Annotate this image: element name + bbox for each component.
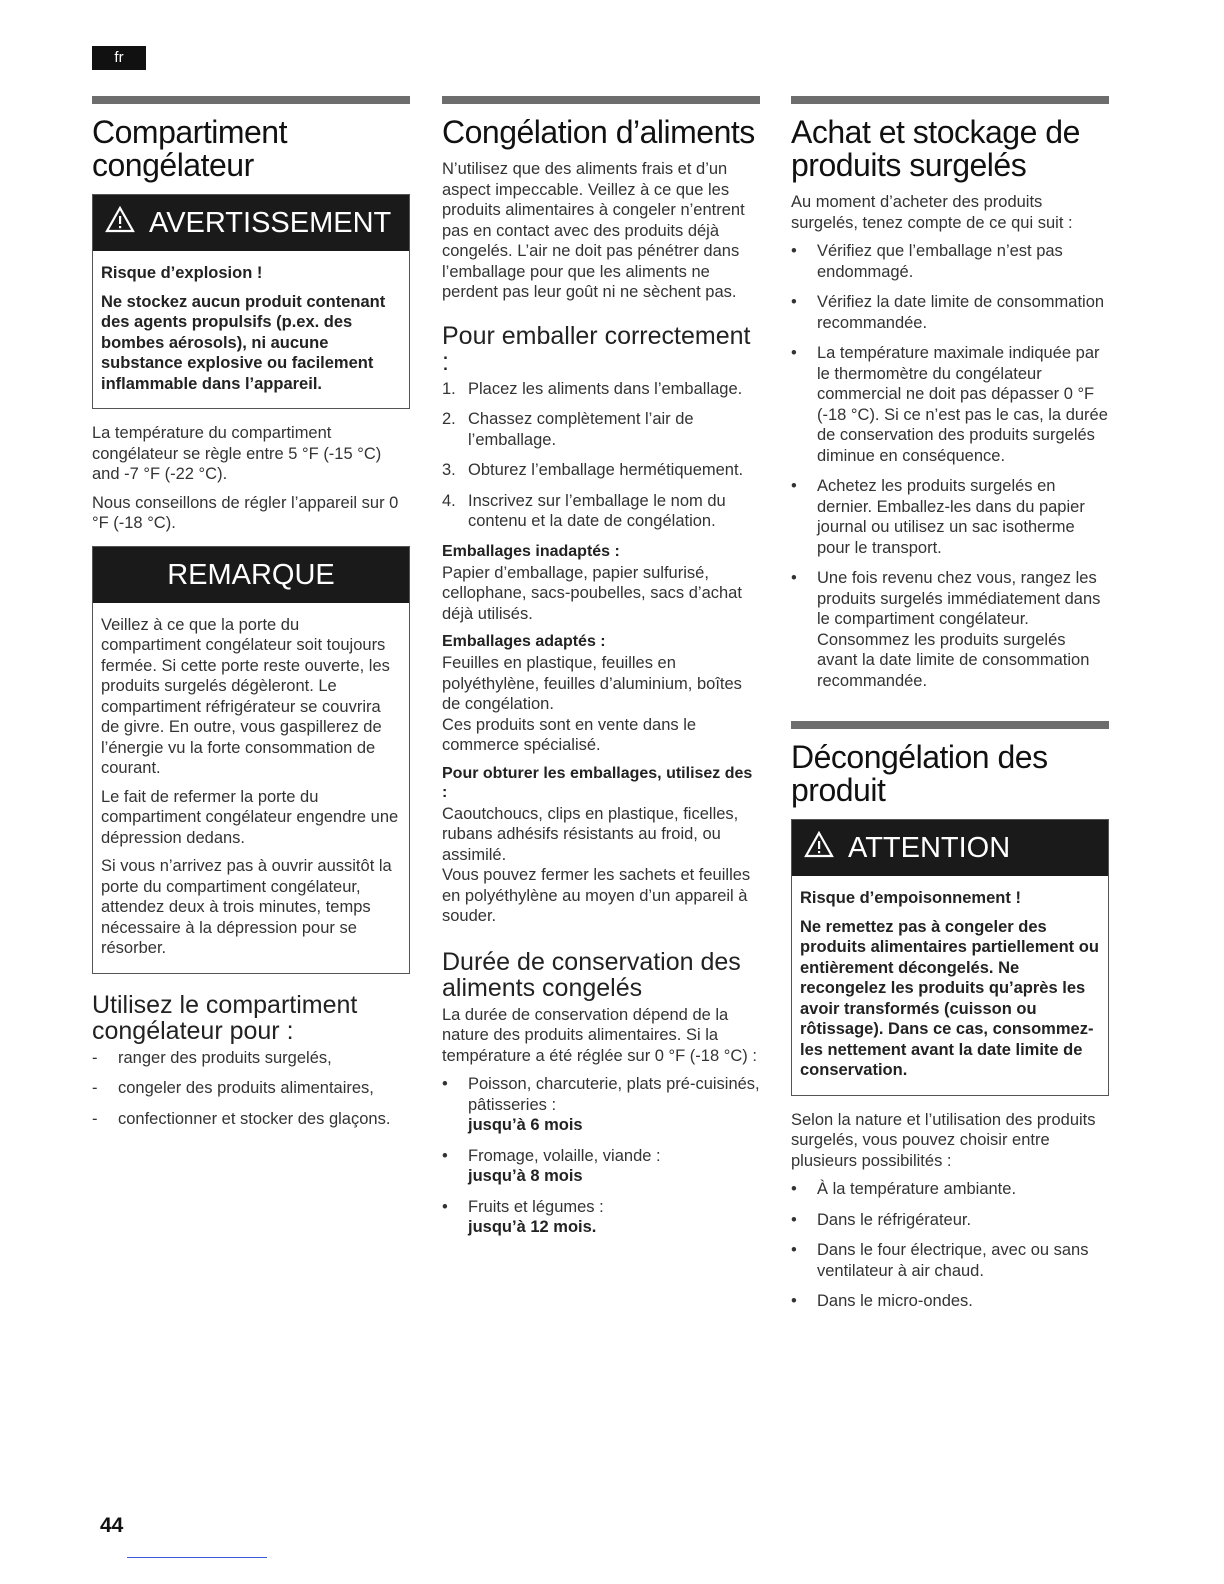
column-freezing-food (442, 96, 760, 1248)
list-item: • Dans le micro-ondes. (791, 1292, 973, 1310)
suitable-text-2: Ces produits sont en vente dans le commerce spécialisé. (442, 715, 697, 754)
list-item: • Vérifiez que l’emballage n’est pas endommagé. (791, 242, 1063, 281)
list-item: 3. Obturez l’emballage hermétiquement. (442, 461, 744, 479)
thaw-title: Décongélation des produit (791, 739, 1048, 808)
use-title: Utilisez le compartiment congélateur pour : (92, 990, 358, 1045)
duration-title: Durée de conservation des aliments congelés (442, 947, 741, 1002)
unsuitable-label: Emballages inadaptés : (442, 542, 620, 560)
duration-intro: La durée de conservation dépend de la nature des produits alimentaires. Si la température a été réglée sur 0 °F (-18 °C) : (442, 1005, 757, 1065)
list-item: • La température maximale indiquée par le thermomètre du congélateur commercial ne doit pas dépasser 0 °F (-18 °C). Si ce n’est pas le cas, la durée de conservation des produits surgelés diminue en conséquence. (791, 344, 1108, 465)
note-paragraph: Si vous n’arrivez pas à ouvrir aussitôt la porte du compartiment congélateur, attendez deux à trois minutes, temps nécessaire à la dépression pour se résorber. (101, 857, 392, 957)
list-item: • À la température ambiante. (791, 1180, 1017, 1198)
warning-heading: AVERTISSEMENT (149, 207, 392, 239)
section-rule (791, 721, 1109, 729)
attention-risk: Risque d’empoisonnement ! (800, 889, 1021, 907)
list-item: • Fruits et légumes : jusqu’à 12 mois. (442, 1197, 604, 1236)
list-item: • Achetez les produits surgelés en dernier. Emballez-les dans du papier journal ou utilisez un sac isotherme pour le transport. (791, 477, 1085, 557)
list-item: - confectionner et stocker des glaçons. (92, 1109, 391, 1128)
language-tab: fr (92, 46, 146, 70)
note-paragraph: Le fait de refermer la porte du compartiment congélateur engendre une dépression dedans. (101, 787, 399, 847)
page-number: 44 (100, 1514, 124, 1537)
thaw-intro: Selon la nature et l’utilisation des produits surgelés, vous pouvez choisir entre plusieurs possibilités : (791, 1110, 1096, 1170)
temperature-range-text: La température du compartiment congélateur se règle entre 5 °F (-15 °C) and -7 °F (-22 °C). (92, 424, 382, 483)
warning-triangle-icon (105, 196, 135, 252)
list-item: 1. Placez les aliments dans l’emballage. (442, 379, 743, 398)
temperature-advice-text: Nous conseillons de régler l’appareil sur 0 °F (-18 °C). (92, 493, 399, 532)
list-item: - ranger des produits surgelés, (92, 1048, 332, 1067)
note-paragraph: Veillez à ce que la porte du compartiment congélateur soit toujours fermée. Si cette porte reste ouverte, les produits surgelés dégèleront. Le compartiment réfrigérateur se couvrira de givre. En outre, vous gaspillerez de l’énergie vu la forte consommation de courant. (101, 615, 390, 777)
column-buying-storing (791, 96, 1109, 1322)
attention-text: Ne remettez pas à congeler des produits alimentaires partiellement ou entièrement décongelés. Ne recongelez les produits qu’après les avoir transformés (cuisson ou rôtissage). Dans ce cas, consommez-les nettement avant la date limite de conservation. (800, 917, 1099, 1079)
closing-label: Pour obturer les emballages, utilisez des : (442, 764, 753, 801)
column-freezer-compartment (92, 96, 410, 1139)
attention-heading: ATTENTION (848, 832, 1011, 864)
duration-list (442, 1074, 760, 1238)
list-item: • Fromage, volaille, viande : jusqu’à 8 mois (442, 1146, 661, 1185)
footer-link-underline (127, 1557, 267, 1558)
list-item: • Une fois revenu chez vous, rangez les produits surgelés immédiatement dans le compartiment congélateur. Consommez les produits surgelés avant la date limite de consommation recommandée. (791, 569, 1101, 690)
list-item: 4. Inscrivez sur l’emballage le nom du contenu et la date de congélation. (442, 491, 726, 530)
section-rule (791, 96, 1109, 104)
unsuitable-text: Papier d’emballage, papier sulfurisé, cellophane, sacs-poubelles, sacs d’achat déjà utilisés. (442, 563, 742, 623)
warning-text: Ne stockez aucun produit contenant des agents propulsifs (p.ex. des bombes aérosols), ni aucune substance explosive ou facilement inflammable dans l’appareil. (101, 292, 386, 393)
section-title: Compartiment congélateur (92, 114, 287, 183)
closing-text-2: Vous pouvez fermer les sachets et feuilles en polyéthylène au moyen d’un appareil à souder. (442, 866, 751, 925)
intro-text: Au moment d’acheter des produits surgelés, tenez compte de ce qui suit : (791, 193, 1073, 232)
warning-header (93, 195, 409, 251)
thaw-list (791, 1179, 1109, 1312)
use-list (92, 1048, 410, 1130)
buying-list (791, 241, 1109, 691)
section-rule (92, 96, 410, 104)
attention-header (792, 820, 1108, 876)
warning-triangle-icon (804, 821, 834, 877)
suitable-text: Feuilles en plastique, feuilles en polyéthylène, feuilles d’aluminium, boîtes de congélation. (442, 654, 742, 713)
list-item: • Poisson, charcuterie, plats pré-cuisinés, pâtisseries : jusqu’à 6 mois (442, 1075, 760, 1134)
attention-box (791, 819, 1109, 1096)
intro-text: N’utilisez que des aliments frais et d’un aspect impeccable. Veillez à ce que les produits alimentaires à congeler n’entrent pas en contact avec des produits déjà congelés. L’air ne doit pas pénétrer dans l’emballage pour que les aliments ne perdent pas leur goût ni ne sèchent pas. (442, 160, 745, 301)
note-header: REMARQUE (93, 547, 409, 603)
suitable-label: Emballages adaptés : (442, 633, 606, 650)
packing-title: Pour emballer correctement : (442, 321, 751, 376)
list-item: • Dans le four électrique, avec ou sans ventilateur à air chaud. (791, 1241, 1089, 1280)
warning-risk: Risque d’explosion ! (101, 264, 263, 282)
section-rule (442, 96, 760, 104)
section-title: Achat et stockage de produits surgelés (791, 114, 1080, 183)
section-title: Congélation d’aliments (442, 114, 755, 150)
warning-box (92, 194, 410, 409)
closing-text: Caoutchoucs, clips en plastique, ficelles, rubans adhésifs résistants au froid, ou assimilé. (442, 804, 739, 864)
list-item: • Vérifiez la date limite de consommation recommandée. (791, 293, 1105, 332)
list-item: 2. Chassez complètement l’air de l’emballage. (442, 410, 694, 449)
list-item: - congeler des produits alimentaires, (92, 1079, 374, 1097)
note-box (92, 546, 410, 974)
packing-steps (442, 379, 760, 532)
list-item: • Dans le réfrigérateur. (791, 1210, 972, 1229)
